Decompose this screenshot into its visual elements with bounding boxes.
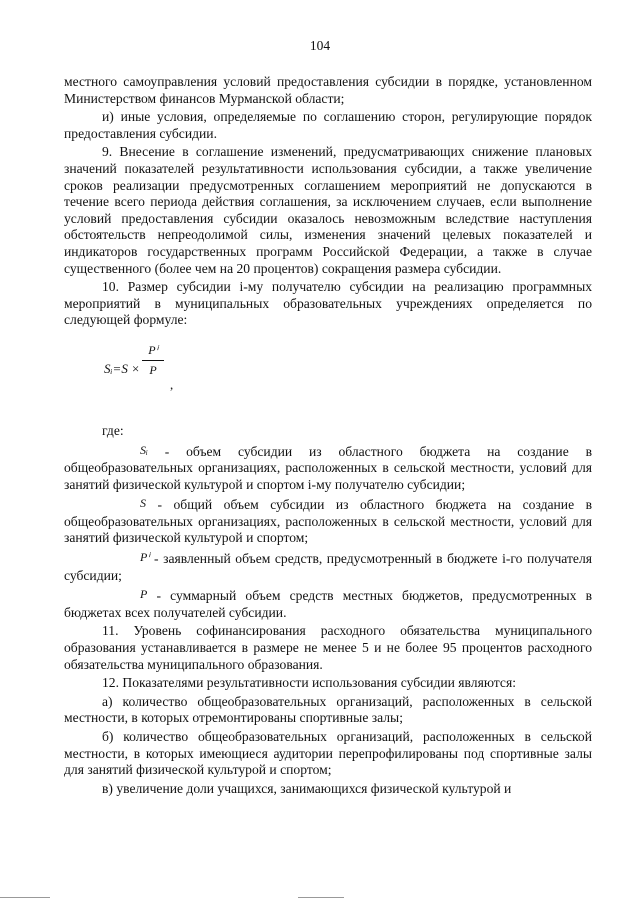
symbol-p: P — [140, 587, 148, 602]
symbol-s: S — [140, 496, 146, 511]
paragraph-11: 11. Уровень софинансирования расходного обязательства муниципального образования устанавливается в размере не менее 5 и не более 95 процентов расходного обязательства муниципального образования. — [64, 623, 592, 672]
subsidy-formula — [64, 339, 592, 409]
definition-s — [64, 495, 592, 547]
paragraph-item-i: и) иные условия, определяемые по соглашению сторон, регулирующие порядок предоставления субсидии. — [64, 109, 592, 141]
definition-s-text: - общий объем субсидии из областного бюджета на создание в общеобразовательных организациях, расположенных в сельской местности, условий для занятий физической культурой и спортом; — [64, 497, 592, 546]
formula-denominator: P — [149, 362, 157, 377]
paragraph-1: местного самоуправления условий предоставления субсидии в порядке, установленном Министерством финансов Мурманской области; — [64, 74, 592, 106]
document-body — [64, 74, 592, 799]
where-label: где: — [102, 422, 124, 438]
page-number: 104 — [309, 38, 331, 53]
definition-p-i-text: - заявленный объем средств, предусмотренный в бюджете i-го получателя субсидии; — [64, 551, 592, 583]
symbol-p-i: Pⁱ — [140, 550, 150, 565]
paragraph-9: 9. Внесение в соглашение изменений, предусматривающих снижение плановых значений показателей результативности использования субсидии, а также увеличение сроков реализации предусмотренных соглашением мероприятий не допускаются в течение всего периода действия соглашения, за исключением случаев, если выполнение условий предоставления субсидии оказалось невозможным вследствие наступления обстоятельств непреодолимой силы, изменения значений целевых показателей и индикаторов государственных программ Российской Федерации, а также в случае существенного (более чем на 20 процентов) сокращения размера субсидии. — [64, 144, 592, 276]
footer-rule-center — [298, 897, 344, 898]
indicator-a: а) количество общеобразовательных организаций, расположенных в сельской местности, в которых отремонтированы спортивные залы; — [64, 693, 592, 726]
definition-p-text: - суммарный объем средств местных бюджетов, предусмотренных в бюджетах всех получателей субсидии. — [64, 588, 592, 620]
footer-rule-left — [0, 897, 50, 898]
definition-s-i — [64, 442, 592, 494]
indicator-v: в) увеличение доли учащихся, занимающихся физической культурой и — [102, 780, 512, 796]
formula-numerator: Pⁱ — [142, 342, 164, 361]
definition-s-i-text: - объем субсидии из областного бюджета на создание в общеобразовательных организациях, расположенных в сельской местности, условий для занятий физической культурой и спортом i-му получателю субсидии; — [64, 443, 592, 492]
formula-comma: , — [170, 376, 174, 392]
paragraph-12: 12. Показателями результативности использования субсидии являются: — [102, 675, 516, 691]
definition-p-i — [64, 549, 592, 584]
paragraph-10: 10. Размер субсидии i-му получателю субсидии на реализацию программных мероприятий в муниципальных образовательных учреждениях определяется по следующей формуле: — [64, 279, 592, 328]
indicator-b: б) количество общеобразовательных организаций, расположенных в сельской местности, в которых имеющиеся аудитории перепрофилированы под спортивные залы для занятий физической культурой и спортом; — [64, 729, 592, 778]
symbol-s-i: Sᵢ — [140, 442, 148, 457]
formula-fraction — [142, 342, 164, 378]
formula-lhs: Sᵢ=S × — [104, 360, 140, 376]
definition-p — [64, 586, 592, 621]
